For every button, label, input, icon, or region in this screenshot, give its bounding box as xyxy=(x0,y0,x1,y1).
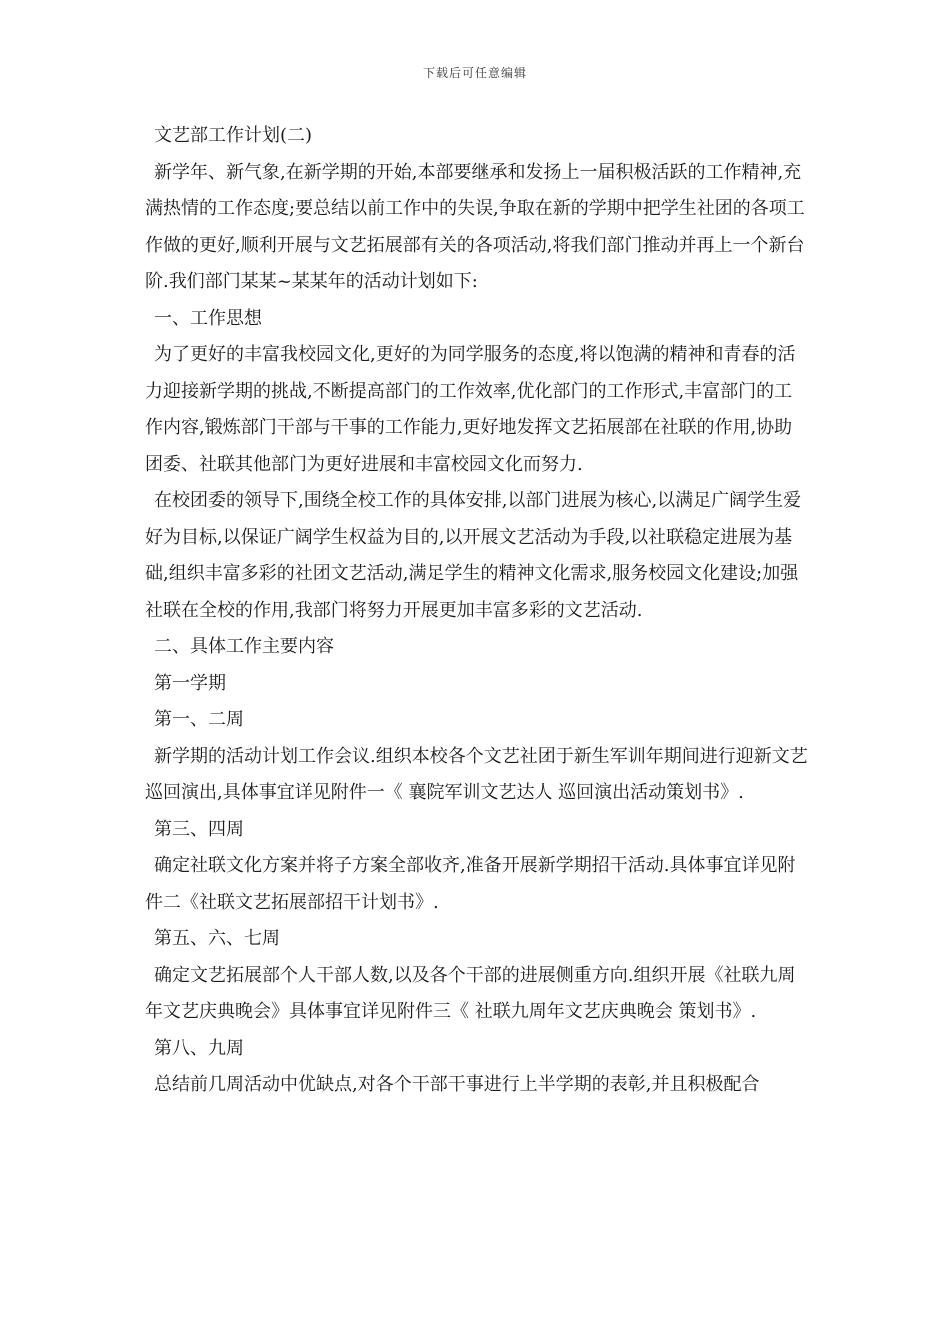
paragraph-week-8-9: 总结前几周活动中优缺点,对各个干部干事进行上半学期的表彰,并且积极配合 xyxy=(154,1074,760,1095)
document-body xyxy=(145,118,809,1104)
week-heading-1-2: 第一、二周 xyxy=(154,709,244,730)
header-note: 下载后可任意编辑 xyxy=(422,66,527,80)
week-heading-3-4: 第三、四周 xyxy=(154,818,244,840)
paragraph-leadership: 在校团委的领导下,围绕全校工作的具体安排,以部门进展为核心,以满足广阔学生爱好为目标,以保证广阔学生权益为目的,以开展文艺活动为手段,以社联稳定进展为基础,组织丰富多彩的社团文艺活动,满足学生的精神文化需求,服务校园文化建设;加强社联在全校的作用,我部门将努力开展更加丰富多彩的文艺活动. xyxy=(145,490,802,621)
paragraph-work-thought: 为了更好的丰富我校园文化,更好的为同学服务的态度,将以饱满的精神和青春的活力迎接新学期的挑战,不断提高部门的工作效率,优化部门的工作形式,丰富部门的工作内容,锻炼部门干部与干事的工作能力,更好地发挥文艺拓展部在社联的作用,协助团委、社联其他部门为更好进展和丰富校园文化而努力. xyxy=(145,344,796,475)
paragraph-intro: 新学年、新气象,在新学期的开始,本部要继承和发扬上一届积极活跃的工作精神,充满热情的工作态度;要总结以前工作中的失误,争取在新的学期中把学生社团的各项工作做的更好,顺利开展与文艺拓展部有关的各项活动,将我们部门推动并再上一个新台阶.我们部门某某~某某年的活动计划如下: xyxy=(145,161,805,292)
paragraph-week-1-2: 新学期的活动计划工作会议.组织本校各个文艺社团于新生军训年期间进行迎新文艺巡回演出,具体事宜详见附件一《 襄院军训文艺达人 巡回演出活动策划书》. xyxy=(145,745,808,803)
paragraph-week-5-7: 确定文艺拓展部个人干部人数,以及各个干部的进展侧重方向.组织开展《社联九周年文艺庆典晚会》具体事宜详见附件三《 社联九周年文艺庆典晚会 策划书》. xyxy=(145,964,796,1022)
week-heading-5-7: 第五、六、七周 xyxy=(154,928,280,949)
section-heading-work-thought: 一、工作思想 xyxy=(154,307,262,329)
semester-heading: 第一学期 xyxy=(154,672,226,694)
week-heading-8-9: 第八、九周 xyxy=(154,1037,244,1059)
paragraph-week-3-4: 确定社联文化方案并将子方案全部收齐,准备开展新学期招干活动.具体事宜详见附件二《社联文艺拓展部招干计划书》. xyxy=(145,855,796,913)
document-title: 文艺部工作计划(二) xyxy=(154,125,313,146)
section-heading-main-content: 二、具体工作主要内容 xyxy=(154,636,334,657)
